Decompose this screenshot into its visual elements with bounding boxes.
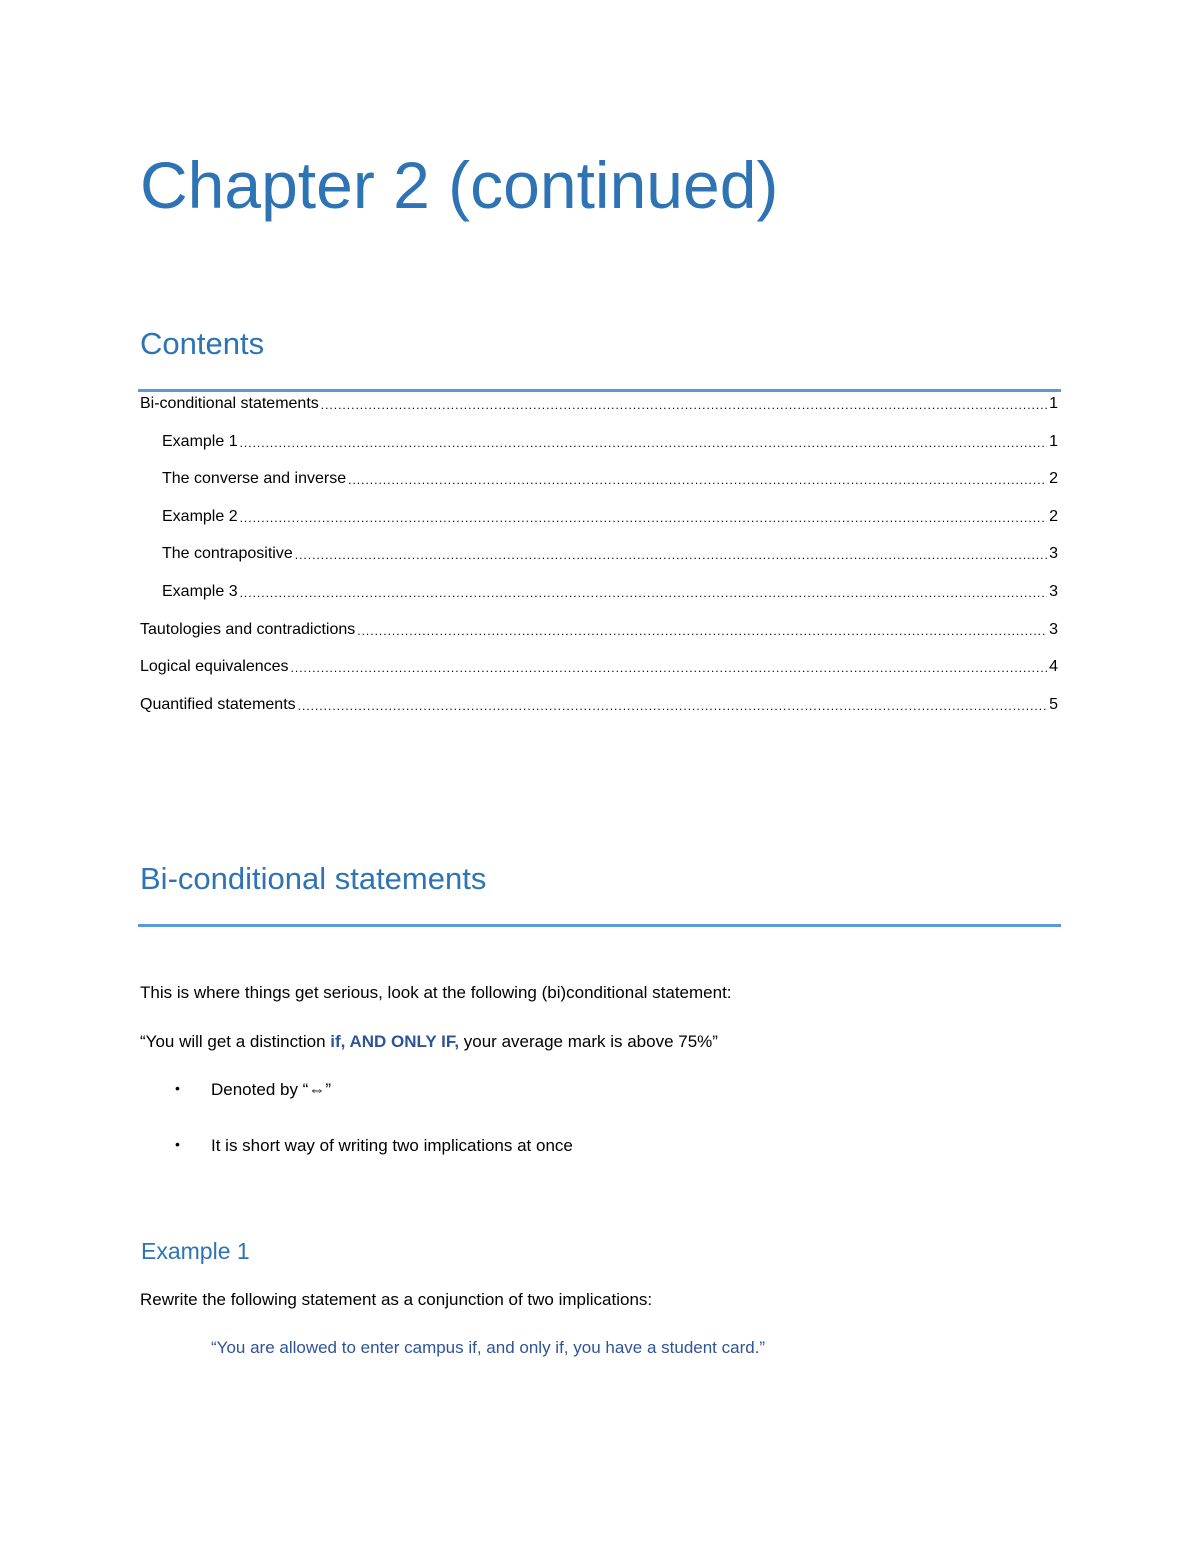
chapter-title: Chapter 2 (continued)	[140, 148, 779, 222]
subheading-example-1: Example 1	[141, 1238, 250, 1264]
toc-leader-dots	[321, 398, 1047, 418]
toc-leader-dots	[240, 511, 1048, 531]
toc-entry-quantified-statements[interactable]	[140, 696, 1058, 734]
toc-leader-dots	[298, 699, 1047, 719]
toc-divider	[138, 389, 1061, 392]
toc-entry-label: Example 1	[162, 432, 238, 450]
toc-leader-dots	[240, 436, 1048, 456]
toc-entry-example-2[interactable]	[140, 508, 1058, 546]
toc-entry-example-3[interactable]	[140, 583, 1058, 621]
toc-entry-example-1[interactable]	[140, 433, 1058, 471]
toc-entry-contrapositive[interactable]	[140, 545, 1058, 583]
toc-entry-tautologies-and-contradictions[interactable]	[140, 621, 1058, 659]
statement-emphasis: if, AND ONLY IF,	[330, 1032, 460, 1051]
toc-leader-dots	[357, 624, 1047, 644]
toc-entry-label: Logical equivalences	[140, 658, 289, 676]
bullet-text: It is short way of writing two implications at once	[211, 1136, 573, 1155]
example-instruction: Rewrite the following statement as a conjunction of two implications:	[140, 1290, 653, 1309]
toc-leader-dots	[348, 473, 1047, 493]
toc-entry-label: The converse and inverse	[162, 470, 347, 488]
section-divider	[138, 924, 1061, 927]
toc-heading: Contents	[140, 326, 265, 361]
distinction-statement	[140, 1032, 718, 1052]
example-quote: “You are allowed to enter campus if, and only if, you have a student card.”	[211, 1338, 766, 1357]
toc-entry-bi-conditional-statements[interactable]	[140, 395, 1058, 433]
toc-entry-page: 2	[1049, 470, 1058, 488]
toc-entry-label: Quantified statements	[140, 695, 296, 713]
intro-paragraph: This is where things get serious, look at the following (bi)conditional statement:	[140, 983, 732, 1002]
toc-entry-page: 3	[1049, 620, 1058, 638]
toc-entry-page: 5	[1049, 695, 1058, 713]
toc-entry-label: Tautologies and contradictions	[140, 620, 356, 638]
toc-entry-page: 1	[1049, 432, 1058, 450]
toc-leader-dots	[240, 586, 1048, 606]
bullet-icon: •	[175, 1080, 180, 1096]
toc-entry-logical-equivalences[interactable]	[140, 658, 1058, 696]
toc-entry-converse-and-inverse[interactable]	[140, 470, 1058, 508]
table-of-contents	[140, 395, 1058, 733]
toc-leader-dots	[291, 661, 1048, 681]
toc-entry-label: The contrapositive	[162, 545, 293, 563]
toc-entry-page: 1	[1049, 395, 1058, 412]
toc-entry-page: 2	[1049, 507, 1058, 525]
toc-entry-page: 3	[1049, 545, 1058, 563]
toc-entry-page: 3	[1049, 582, 1058, 600]
section-heading-bi-conditional: Bi-conditional statements	[140, 861, 487, 896]
toc-entry-label: Example 2	[162, 507, 238, 525]
bullet-icon: •	[175, 1136, 180, 1152]
bullet-text: Denoted by “⇔”	[211, 1080, 331, 1099]
toc-leader-dots	[295, 548, 1047, 568]
toc-entry-page: 4	[1049, 658, 1058, 676]
statement-text-after: your average mark is above 75%”	[459, 1032, 718, 1051]
toc-entry-label: Bi-conditional statements	[140, 395, 319, 412]
statement-text-before: “You will get a distinction	[140, 1032, 331, 1051]
toc-entry-label: Example 3	[162, 582, 238, 600]
